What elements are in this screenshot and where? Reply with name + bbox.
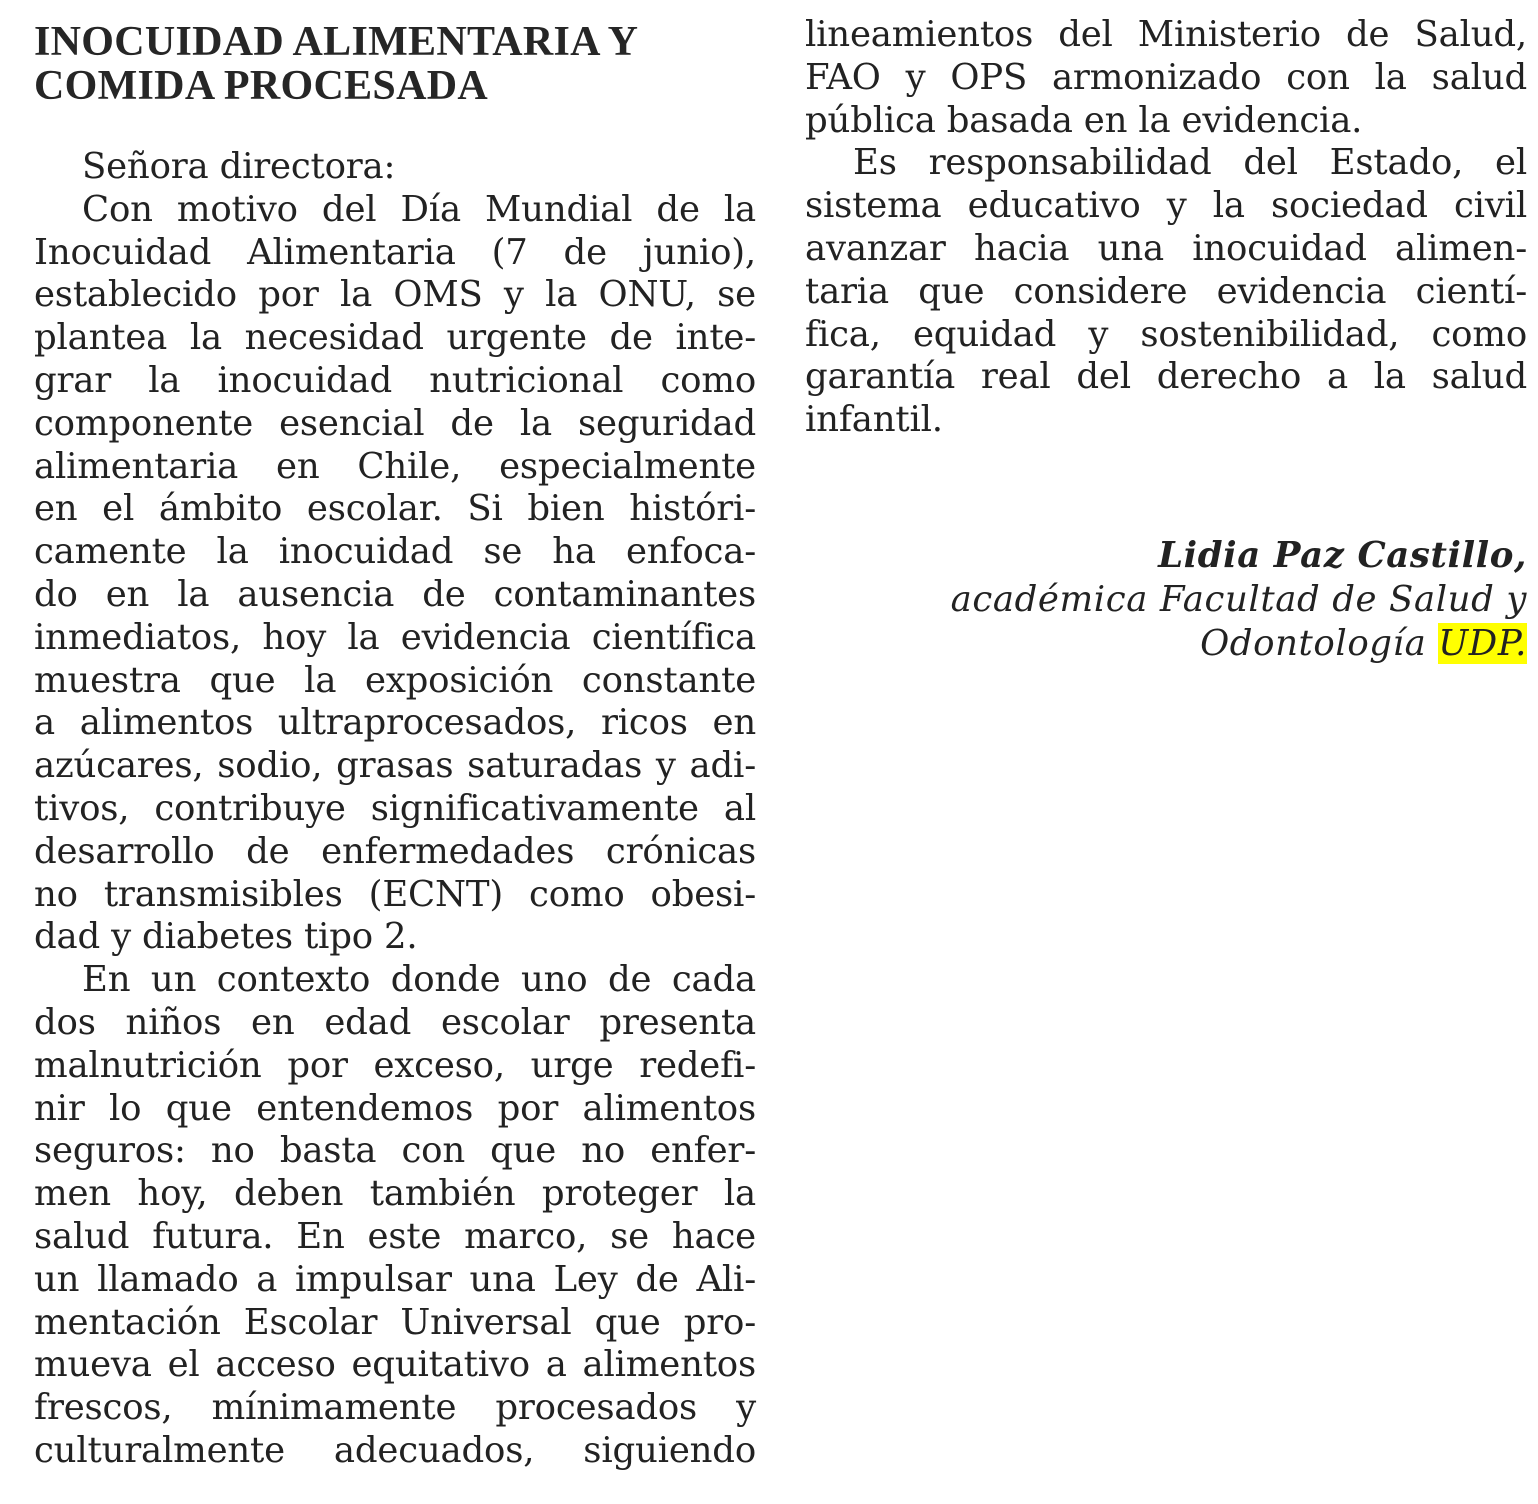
body-line: no transmisibles (ECNT) como obesi- — [34, 873, 756, 915]
title-line: INOCUIDAD ALIMENTARIA Y — [34, 19, 639, 65]
author-affiliation — [805, 622, 1527, 666]
title-line: COMIDA PROCESADA — [34, 63, 488, 109]
body-line: Con motivo del Día Mundial de la — [82, 188, 756, 230]
body-line: men hoy, deben también proteger la — [34, 1173, 756, 1215]
body-line: muestra que la exposición constante — [34, 659, 756, 701]
left-column — [34, 14, 756, 1473]
article-title — [34, 20, 756, 108]
body-line: malnutrición por exceso, urge redefi- — [34, 1044, 756, 1086]
letter-body-right — [805, 14, 1527, 442]
body-line: tivos, contribuye significativamente al — [34, 787, 756, 829]
body-line: frescos, mínimamente procesados y — [34, 1387, 756, 1429]
right-column — [805, 14, 1527, 666]
body-line: mentación Escolar Universal que pro- — [34, 1301, 756, 1343]
body-line: infantil. — [805, 399, 943, 441]
body-line: grar la inocuidad nutricional como — [34, 359, 756, 401]
body-line: do en la ausencia de contaminantes — [34, 573, 756, 615]
author-role: académica Facultad de Salud y — [950, 578, 1527, 620]
body-line: establecido por la OMS y la ONU, se — [34, 274, 756, 316]
body-line: nir lo que entendemos por alimentos — [34, 1087, 756, 1129]
affiliation-text: Odontología — [1200, 622, 1439, 664]
body-line: garantía real del derecho a la salud — [805, 356, 1527, 398]
body-line: avanzar hacia una inocuidad alimen- — [805, 227, 1527, 269]
signature-block — [805, 534, 1527, 666]
salutation: Señora directora: — [82, 146, 396, 187]
highlighted-acronym: UDP. — [1438, 622, 1527, 664]
body-line: sistema educativo y la sociedad civil — [805, 185, 1527, 227]
body-line: lineamientos del Ministerio de Salud, — [805, 14, 1527, 55]
body-line: En un contexto donde uno de cada — [82, 959, 756, 1001]
body-line: azúcares, sodio, grasas saturadas y adi- — [34, 745, 756, 787]
body-line: mueva el acceso equitativo a alimentos — [34, 1344, 756, 1386]
body-line: componente esencial de la seguridad — [34, 402, 756, 444]
body-line: dos niños en edad escolar presenta — [34, 1001, 756, 1043]
body-line: fica, equidad y sostenibilidad, como — [805, 313, 1527, 355]
body-line: inmediatos, hoy la evidencia científica — [34, 616, 756, 658]
body-line: Es responsabilidad del Estado, el — [853, 142, 1527, 184]
body-line: alimentaria en Chile, especialmente — [34, 445, 756, 487]
body-line: taria que considere evidencia cientí- — [805, 270, 1527, 312]
body-line: Inocuidad Alimentaria (7 de junio), — [34, 231, 756, 273]
body-line: seguros: no basta con que no enfer- — [34, 1130, 756, 1172]
body-line: dad y diabetes tipo 2. — [34, 916, 418, 958]
body-line: plantea la necesidad urgente de inte- — [34, 317, 756, 359]
body-line: pública basada en la evidencia. — [805, 99, 1363, 141]
body-line: camente la inocuidad se ha enfoca- — [34, 531, 756, 573]
body-line: un llamado a impulsar una Ley de Ali- — [34, 1258, 756, 1300]
body-line: salud futura. En este marco, se hace — [34, 1215, 756, 1257]
body-line: en el ámbito escolar. Si bien históri- — [34, 488, 756, 530]
letter-body-left — [34, 146, 756, 1473]
body-line: a alimentos ultraprocesados, ricos en — [34, 702, 756, 744]
author-name: Lidia Paz Castillo, — [1158, 534, 1527, 576]
body-line: culturalmente adecuados, siguiendo — [34, 1429, 756, 1471]
body-line: FAO y OPS armonizado con la salud — [805, 56, 1527, 98]
body-line: desarrollo de enfermedades crónicas — [34, 830, 756, 872]
